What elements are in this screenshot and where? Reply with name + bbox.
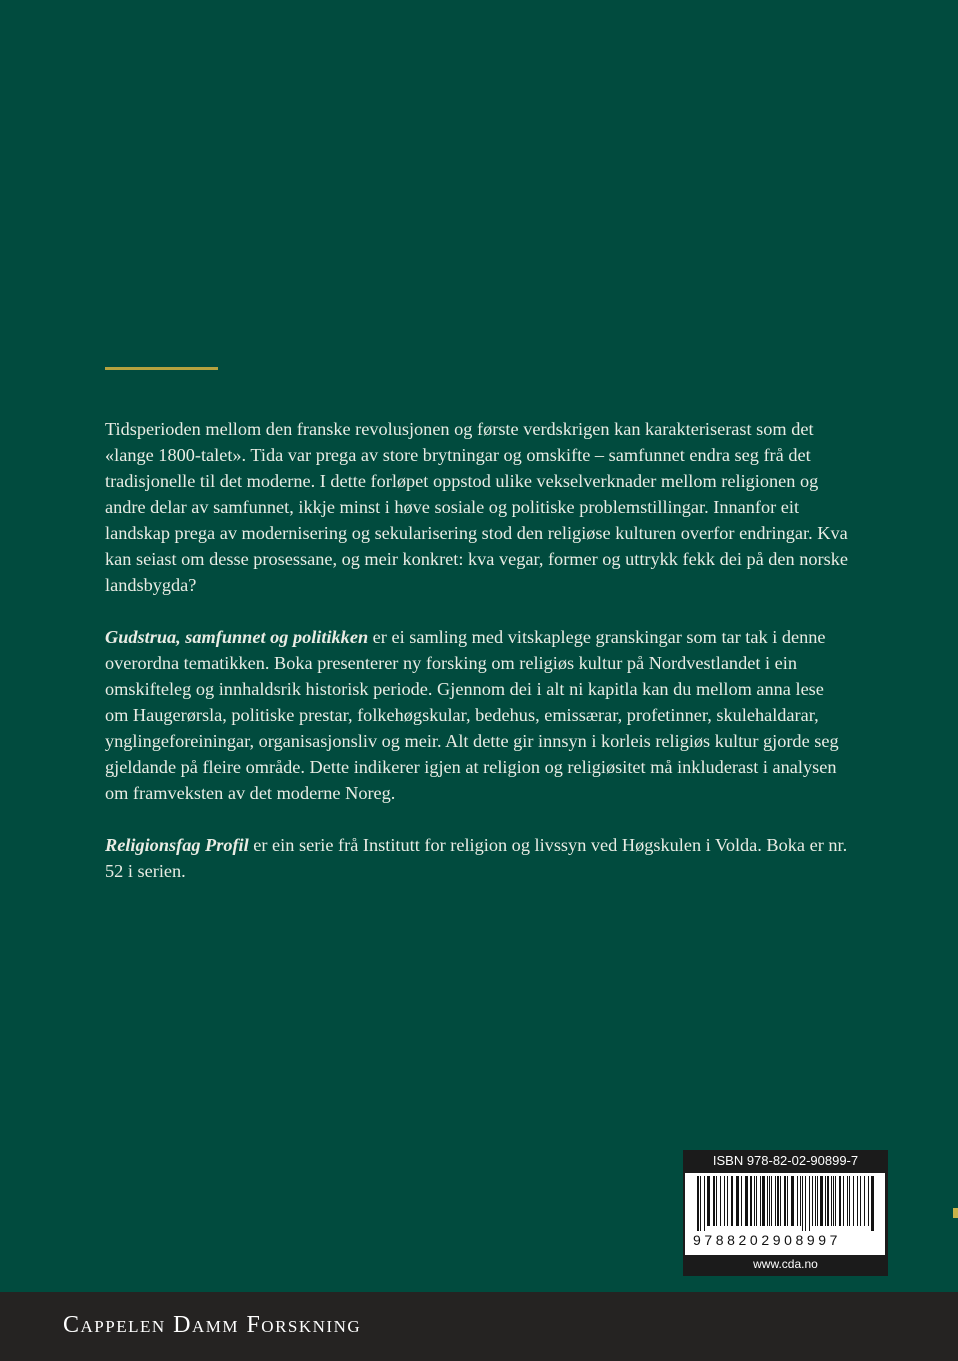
barcode-bar: [847, 1176, 848, 1226]
isbn-barcode-box: [683, 1150, 888, 1276]
barcode-bars: [685, 1173, 885, 1231]
edge-mark: [953, 1208, 958, 1218]
barcode-bar: [871, 1176, 874, 1231]
publisher-footer: [0, 1292, 958, 1361]
barcode-bar: [805, 1176, 806, 1231]
paragraph-intro: Tidsperioden mellom den franske revolusjonen og første verdskrigen kan karakteriserast som det «lange 1800-talet». Tida var prega av store brytningar og omskifte – samfunnet endra seg frå det tradisjonelle til det moderne. I dette forløpet oppstod ulike vekselverknader mellom religionen og andre delar av samfunnet, ikkje minst i høve sosiale og politiske problemstillingar. Innanfor eit landskap prega av modernisering og sekularisering stod den religiøse kulturen overfor endringar. Kva kan seiast om desse prosessane, og meir konkret: kva vegar, former og uttrykk fekk dei på den norske landsbygda?: [105, 419, 848, 595]
barcode-bar: [762, 1176, 765, 1226]
barcode-bar: [820, 1176, 823, 1226]
barcode: [685, 1173, 885, 1255]
publisher-logo: Cappelen Damm Forskning: [63, 1312, 362, 1338]
barcode-bar: [700, 1176, 701, 1231]
barcode-bar: [868, 1176, 869, 1226]
barcode-bar: [767, 1176, 768, 1226]
barcode-bar: [727, 1176, 728, 1226]
barcode-bar: [797, 1176, 798, 1226]
barcode-bar: [707, 1176, 710, 1226]
barcode-bar: [791, 1176, 794, 1226]
paragraph-book: [105, 624, 850, 806]
barcode-bar: [833, 1176, 834, 1226]
barcode-bar: [835, 1176, 836, 1226]
barcode-bar: [802, 1176, 803, 1231]
barcode-bar: [812, 1176, 813, 1226]
barcode-bar: [754, 1176, 755, 1226]
barcode-bar: [849, 1176, 850, 1226]
barcode-bar: [731, 1176, 733, 1226]
barcode-bar: [760, 1176, 761, 1226]
book-title: Gudstrua, samfunnet og politikken: [105, 627, 369, 647]
back-cover-text: [105, 416, 850, 910]
barcode-bar: [839, 1176, 841, 1226]
barcode-bar: [815, 1176, 816, 1226]
accent-rule: [105, 367, 218, 370]
paragraph-series-text: er ein serie frå Institutt for religion og livssyn ved Høgskulen i Volda. Boka er nr. 52 i serien.: [105, 835, 848, 881]
barcode-bar: [800, 1176, 801, 1226]
barcode-bar: [853, 1176, 854, 1226]
barcode-bar: [745, 1176, 748, 1226]
barcode-bar: [864, 1176, 865, 1226]
barcode-bar: [825, 1176, 826, 1226]
isbn-label: ISBN 978-82-02-90899-7: [712, 1153, 859, 1168]
barcode-bar: [769, 1176, 770, 1226]
barcode-bar: [741, 1176, 742, 1226]
barcode-bar: [860, 1176, 861, 1226]
publisher-url: www.cda.no: [753, 1257, 818, 1271]
barcode-bar: [750, 1176, 752, 1226]
series-title: Religionsfag Profil: [105, 835, 249, 855]
barcode-bar: [697, 1176, 699, 1231]
barcode-bar: [771, 1176, 772, 1226]
barcode-bar: [784, 1176, 786, 1226]
paragraph-series: [105, 832, 850, 884]
barcode-bar: [775, 1176, 776, 1226]
barcode-bar: [817, 1176, 818, 1226]
barcode-bar: [857, 1176, 858, 1226]
barcode-bar: [787, 1176, 788, 1226]
barcode-bar: [704, 1176, 705, 1231]
barcode-bar: [843, 1176, 844, 1226]
barcode-bar: [831, 1176, 832, 1226]
barcode-bar: [827, 1176, 829, 1226]
barcode-bar: [713, 1176, 715, 1226]
barcode-bar: [720, 1176, 721, 1226]
barcode-bar: [716, 1176, 717, 1226]
barcode-bar: [780, 1176, 781, 1226]
barcode-bar: [736, 1176, 739, 1226]
isbn-digits: 9788202908997: [693, 1232, 842, 1248]
barcode-bar: [756, 1176, 757, 1226]
paragraph-book-text: er ei samling med vitskaplege granskingar som tar tak i denne overordna tematikken. Boka presenterer ny forsking om religiøs kultur på Nordvestlandet i ein omskifteleg og innhaldsrik historisk periode. Gjennom dei i alt ni kapitla kan du mellom anna lese om Haugerørsla, politiske prestar, folkehøgskular, bedehus, emissærar, profetinner, skulehaldarar, ynglingeforeiningar, organisasjonsliv og meir. Alt dette gir innsyn i korleis religiøs kultur gjorde seg gjeldande på fleire område. Dette indikerer igjen at religion og religiøsitet må inkluderast i analysen om framveksten av det moderne Noreg.: [105, 627, 839, 803]
barcode-bar: [777, 1176, 779, 1226]
barcode-bar: [724, 1176, 725, 1226]
barcode-bar: [809, 1176, 810, 1231]
